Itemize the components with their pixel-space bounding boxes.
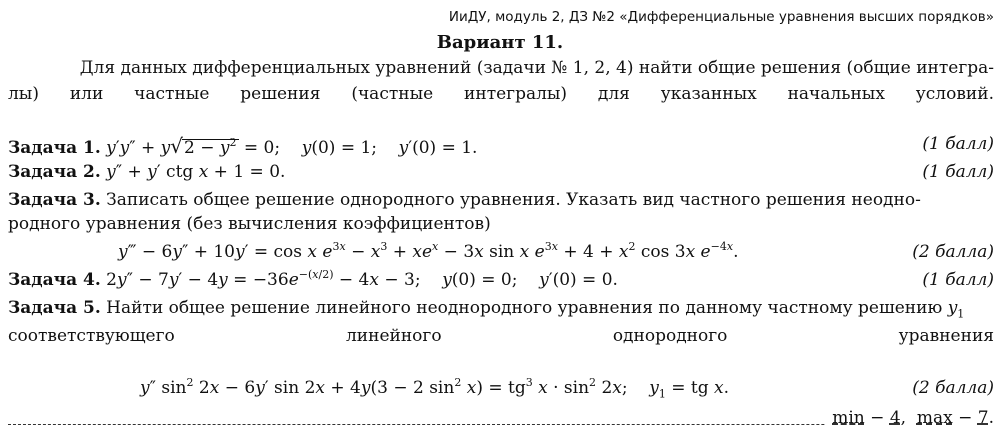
intro-line-2: [8, 84, 994, 104]
task-2-label: Задача 2.: [8, 162, 101, 182]
task-5: [8, 298, 994, 320]
task-5-points: (2 балла): [912, 378, 994, 398]
task-5-word: уравнения: [898, 326, 994, 346]
intro-word: указанных: [660, 84, 757, 104]
task-3-text: Записать общее решение однородного уравнения. Указать вид частного решения неодно-: [106, 190, 921, 210]
task-5-text: Найти общее решение линейного неоднородного уравнения по данному частному решению: [106, 298, 943, 318]
max-value: 7: [977, 410, 989, 428]
document-header: ИиДУ, модуль 2, ДЗ №2 «Дифференциальные уравнения высших порядков»: [448, 9, 994, 25]
task-4: [8, 270, 994, 290]
intro-word: начальных: [787, 84, 885, 104]
task-1-label: Задача 1.: [8, 138, 101, 158]
variant-title: Вариант 11.: [436, 32, 564, 53]
task-5-word: однородного: [612, 326, 728, 346]
task-5-word: линейного: [346, 326, 442, 346]
score-range: min − 4, max − 7.: [826, 410, 994, 428]
task-2: [8, 162, 994, 182]
task-5-label: Задача 5.: [8, 298, 101, 318]
task-1-equation: $y'y'' + y√2 - y^2 = 0$; y(0) = 1; y′(0) = 1.: [106, 134, 478, 158]
task-5-equation: y″ $\sin^2 2x - 6y'$ sin 2x + 4y(3 − 2 $\sin^2 x) = tg^3$ $x \cdot \sin^2 2x$; $y_1$ = tg x.: [140, 376, 729, 401]
task-3-equation: y‴ − 6y″ + 10y′ = cos x $e^{3x} - x^3 + xe^x - 3x$ sin x $e^{3x} + 4 + x^2$ cos 3x $e^{-4x}$.: [118, 240, 739, 262]
min-value: 4: [889, 410, 901, 428]
intro-line-1: Для данных дифференциальных уравнений (задачи № 1, 2, 4) найти общие решения (общие интегра-: [79, 58, 994, 78]
task-3-points: (2 балла): [912, 242, 994, 262]
intro-word: или: [69, 84, 104, 104]
task-4-label: Задача 4.: [8, 270, 101, 290]
intro-word: для: [597, 84, 630, 104]
task-3-label: Задача 3.: [8, 190, 101, 210]
intro-word: лы): [8, 84, 39, 104]
task-5-text-cont: [8, 326, 994, 346]
task-5-y1: $y_1$: [947, 298, 965, 321]
footer-score-line: [8, 410, 994, 432]
task-5-word: соответствующего: [8, 326, 175, 346]
intro-word: условий.: [915, 84, 994, 104]
task-3-text-cont: родного уравнения (без вычисления коэффициентов): [8, 214, 491, 234]
task-4-equation: $2y'' - 7y' - 4y = -36e^{-(x/2)} - 4x - 3$; y(0) = 0; y′(0) = 0.: [106, 268, 618, 290]
intro-word: (частные: [351, 84, 434, 104]
task-1: [8, 134, 994, 158]
intro-word: решения: [240, 84, 321, 104]
task-3: [8, 190, 994, 210]
task-2-points: (1 балл): [922, 162, 994, 182]
task-2-equation: y″ + y′ ctg x + 1 = 0.: [106, 162, 286, 182]
task-4-points: (1 балл): [922, 270, 994, 290]
min-label: min: [832, 410, 865, 428]
task-1-points: (1 балл): [922, 134, 994, 154]
intro-word: частные: [134, 84, 210, 104]
intro-word: интегралы): [464, 84, 568, 104]
max-label: max: [916, 410, 953, 428]
